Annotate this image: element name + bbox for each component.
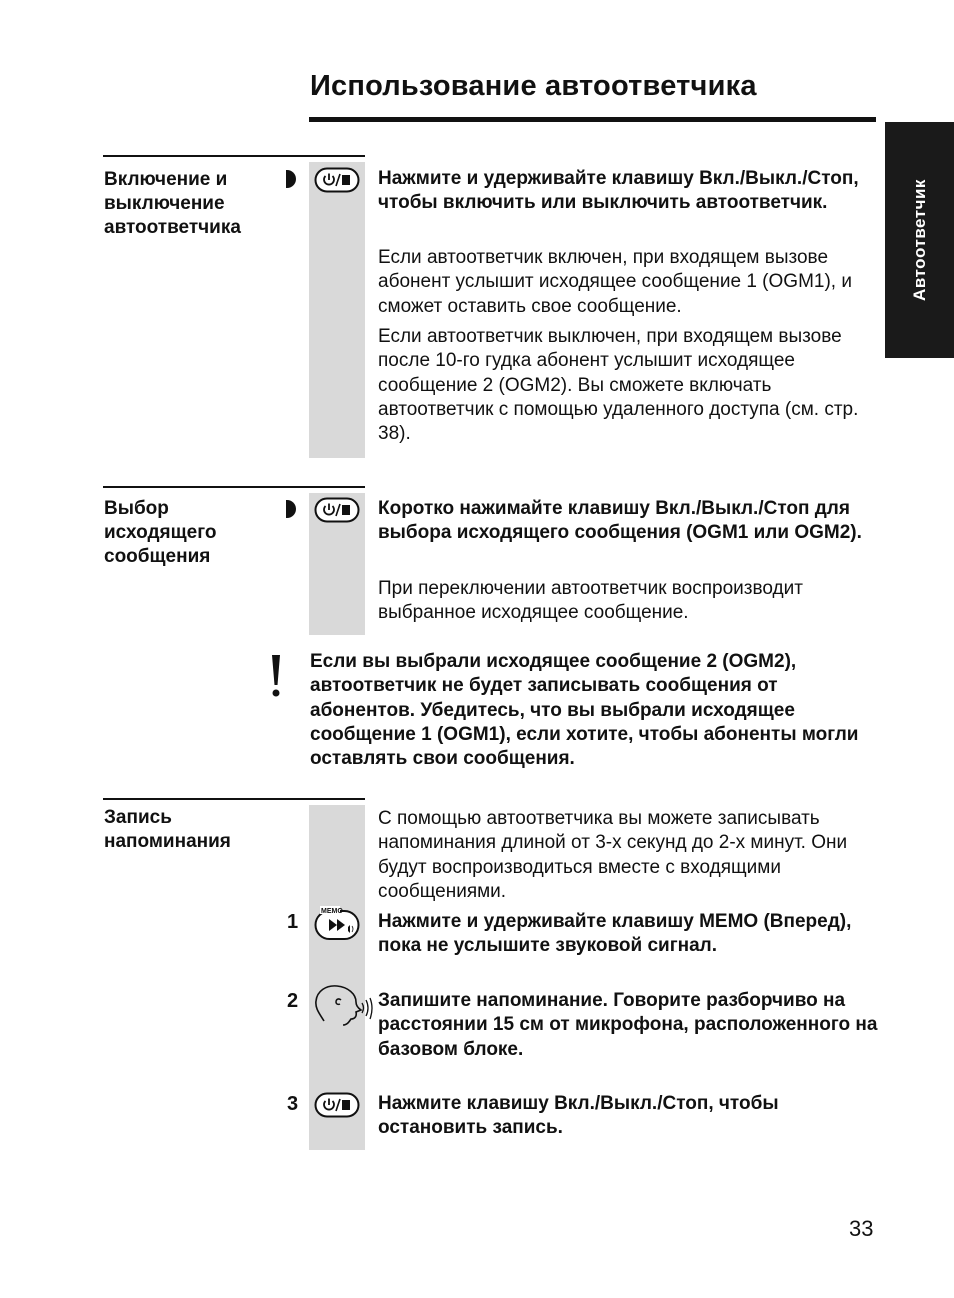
arrow-marker-1 <box>286 170 296 188</box>
section-label-3: Запись напоминания <box>104 807 231 852</box>
section-rule-3 <box>103 798 365 800</box>
step-number-2: 2 <box>287 990 299 1012</box>
paragraph-1b: Если автоответчик выключен, при входящем вызове после 10-го гудка абонент услышит исходящее сообщение 2 (OGM2). Вы сможете включать автоответчик с помощью удаленного доступа (см. стр. 38). <box>378 326 859 445</box>
side-tab <box>885 122 954 358</box>
exclamation-icon <box>264 652 288 700</box>
speaking-head-icon <box>312 981 374 1027</box>
section-rule-2 <box>103 486 365 488</box>
instruction-text-2: Коротко нажимайте клавишу Вкл./Выкл./Стоп для выбора исходящего сообщения (OGM1 или OGM2). <box>378 498 862 544</box>
power-stop-key-icon <box>314 1092 360 1118</box>
title-rule <box>309 117 876 122</box>
memo-forward-key-icon <box>314 906 360 942</box>
warning-text: Если вы выбрали исходящее сообщение 2 (OGM2), автоответчик не будет записывать сообщения от абонентов. Убедитесь, что вы выбрали исходящее сообщение 1 (OGM1), если хотите, чтобы абоненты могли оставлять свои сообщения. <box>310 651 859 770</box>
section-label-2: Выбор исходящего сообщения <box>104 498 217 567</box>
gray-column-1 <box>309 162 365 458</box>
step-number-3: 3 <box>287 1093 299 1115</box>
page-title: Использование автоответчика <box>310 70 757 102</box>
paragraph-1a: Если автоответчик включен, при входящем вызове абонент услышит исходящее сообщение 1 (OGM1), и сможет оставить свое сообщение. <box>378 247 852 317</box>
paragraph-2a: При переключении автоответчик воспроизводит выбранное исходящее сообщение. <box>378 578 803 624</box>
side-tab-label: Автоответчик <box>909 179 929 301</box>
section-label-1: Включение и выключение автоответчика <box>104 169 241 238</box>
intro-paragraph: С помощью автоответчика вы можете записывать напоминания длиной от 3-х секунд до 2-х минут. Они будут воспроизводиться вместе с входящими сообщениями. <box>378 808 848 902</box>
page-number: 33 <box>849 1216 874 1241</box>
arrow-marker-2 <box>286 500 296 518</box>
step-text-2: Запишите напоминание. Говорите разборчиво на расстоянии 15 см от микрофона, расположенного на базовом блоке. <box>378 990 878 1060</box>
memo-label: MEMO <box>321 908 343 915</box>
step-number-1: 1 <box>287 911 299 933</box>
step-text-1: Нажмите и удерживайте клавишу MEMO (Вперед), пока не услышите звуковой сигнал. <box>378 911 852 957</box>
section-rule-1 <box>103 155 365 157</box>
step-text-3: Нажмите клавишу Вкл./Выкл./Стоп, чтобы остановить запись. <box>378 1093 779 1139</box>
power-stop-key-icon <box>314 167 360 193</box>
power-stop-key-icon <box>314 497 360 523</box>
instruction-text-1: Нажмите и удерживайте клавишу Вкл./Выкл./Стоп, чтобы включить или выключить автоответчик. <box>378 168 859 214</box>
